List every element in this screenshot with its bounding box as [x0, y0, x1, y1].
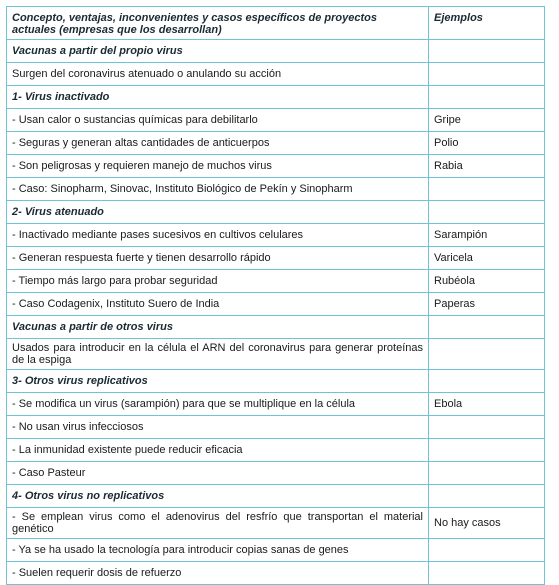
- row-concept: Usados para introducir en la célula el ARN del coronavirus para generar proteínas de la espiga: [7, 339, 429, 370]
- row-concept: - La inmunidad existente puede reducir eficacia: [7, 439, 429, 462]
- row-example: Rubéola: [429, 270, 545, 293]
- row-example: [429, 485, 545, 508]
- table-row: [7, 293, 545, 316]
- row-concept: - Generan respuesta fuerte y tienen desarrollo rápido: [7, 247, 429, 270]
- table-row: [7, 393, 545, 416]
- section-row: [7, 316, 545, 339]
- row-concept: - Caso Codagenix, Instituto Suero de India: [7, 293, 429, 316]
- table-row: [7, 109, 545, 132]
- table-row: [7, 178, 545, 201]
- row-concept: - Suelen requerir dosis de refuerzo: [7, 562, 429, 585]
- row-example: No hay casos: [429, 508, 545, 539]
- row-example: [429, 339, 545, 370]
- table-header-row: [7, 7, 545, 40]
- row-example: Gripe: [429, 109, 545, 132]
- row-concept: - Se modifica un virus (sarampión) para que se multiplique en la célula: [7, 393, 429, 416]
- row-example: Rabia: [429, 155, 545, 178]
- table-row: [7, 416, 545, 439]
- table-row: [7, 270, 545, 293]
- section-title: 2- Virus atenuado: [7, 201, 429, 224]
- row-concept: - Seguras y generan altas cantidades de anticuerpos: [7, 132, 429, 155]
- section-row: [7, 201, 545, 224]
- section-title: Vacunas a partir del propio virus: [7, 40, 429, 63]
- row-concept: - Tiempo más largo para probar seguridad: [7, 270, 429, 293]
- row-example: [429, 40, 545, 63]
- section-row: [7, 485, 545, 508]
- row-concept: - Usan calor o sustancias químicas para debilitarlo: [7, 109, 429, 132]
- row-example: Varicela: [429, 247, 545, 270]
- table-row: [7, 224, 545, 247]
- header-examples: Ejemplos: [429, 7, 545, 40]
- row-example: Polio: [429, 132, 545, 155]
- section-row: [7, 86, 545, 109]
- row-example: [429, 86, 545, 109]
- table-row: [7, 539, 545, 562]
- table-row: [7, 439, 545, 462]
- row-example: [429, 63, 545, 86]
- row-example: [429, 439, 545, 462]
- table-row: [7, 155, 545, 178]
- table-row: [7, 508, 545, 539]
- row-concept: Surgen del coronavirus atenuado o anulando su acción: [7, 63, 429, 86]
- table-row: [7, 63, 545, 86]
- row-concept: - Son peligrosas y requieren manejo de muchos virus: [7, 155, 429, 178]
- row-example: [429, 178, 545, 201]
- section-title: 3- Otros virus replicativos: [7, 370, 429, 393]
- row-concept: - Ya se ha usado la tecnología para introducir copias sanas de genes: [7, 539, 429, 562]
- vaccine-table: [6, 6, 545, 585]
- row-concept: - Caso: Sinopharm, Sinovac, Instituto Biológico de Pekín y Sinopharm: [7, 178, 429, 201]
- section-row: [7, 40, 545, 63]
- table-row: [7, 247, 545, 270]
- row-example: [429, 539, 545, 562]
- row-example: [429, 201, 545, 224]
- section-row: [7, 370, 545, 393]
- row-concept: - No usan virus infecciosos: [7, 416, 429, 439]
- row-example: [429, 370, 545, 393]
- row-concept: - Inactivado mediante pases sucesivos en cultivos celulares: [7, 224, 429, 247]
- table-row: [7, 562, 545, 585]
- row-example: [429, 316, 545, 339]
- row-concept: - Se emplean virus como el adenovirus del resfrío que transportan el material genético: [7, 508, 429, 539]
- section-title: 4- Otros virus no replicativos: [7, 485, 429, 508]
- section-title: 1- Virus inactivado: [7, 86, 429, 109]
- table-row: [7, 339, 545, 370]
- table-row: [7, 132, 545, 155]
- row-concept: - Caso Pasteur: [7, 462, 429, 485]
- row-example: [429, 416, 545, 439]
- row-example: Paperas: [429, 293, 545, 316]
- row-example: [429, 562, 545, 585]
- section-title: Vacunas a partir de otros virus: [7, 316, 429, 339]
- row-example: Ebola: [429, 393, 545, 416]
- header-concept: Concepto, ventajas, inconvenientes y casos específicos de proyectos actuales (empresas que los desarrollan): [7, 7, 429, 40]
- table-row: [7, 462, 545, 485]
- row-example: Sarampión: [429, 224, 545, 247]
- table-body: [7, 40, 545, 585]
- row-example: [429, 462, 545, 485]
